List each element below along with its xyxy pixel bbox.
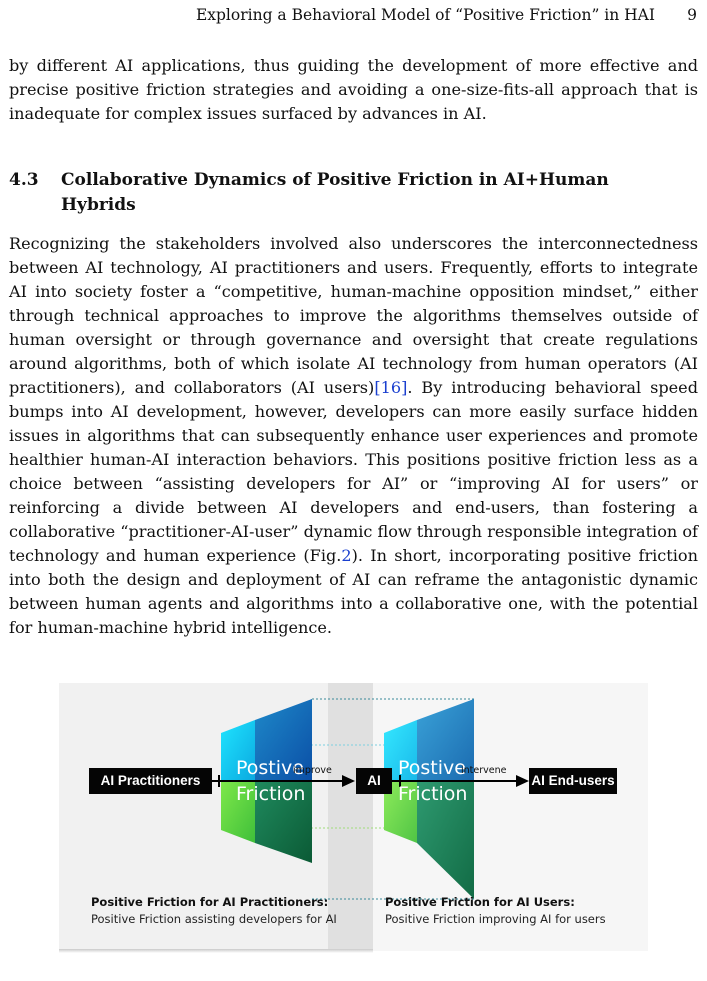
section-title: Collaborative Dynamics of Positive Friction in AI+Human Hybrids	[61, 170, 609, 215]
ai-box: AI	[356, 768, 392, 794]
positive-friction-left-line1: Postive	[236, 757, 304, 779]
paragraph-text-part3: ). In short, incorporating positive friction into both the design and deployment of AI can reframe the antagonistic dynamic between human agents and algorithms into a collaborative one, with the potential for human-machine hybrid intelligence.	[9, 546, 698, 637]
ai-end-users-box: AI End-users	[529, 768, 617, 794]
paragraph-text-part1: Recognizing the stakeholders involved also underscores the interconnectedness between AI technology, AI practitioners and users. Frequently, efforts to integrate AI into society foster a “competitive, human-machine opposition mindset,” either through technical approaches to improve the algorithms themselves outside of human oversight or through governance and oversight that create regulations around algorithms, both of which isolate AI technology from human operators (AI practitioners), and collaborators (AI users)	[9, 234, 698, 397]
left-caption-subtitle: Positive Friction assisting developers for AI	[91, 912, 337, 926]
ai-practitioners-box: AI Practitioners	[89, 768, 212, 794]
paragraph-text-part2: . By introducing behavioral speed bumps into AI development, however, developers can more easily surface hidden issues in algorithms that can subsequently enhance user experiences and promote healthier human-AI interaction behaviors. This positions positive friction less as a choice between “assisting developers for AI” or “improving AI for users” or reinforcing a divide between AI developers and end-users, than fostering a collaborative “practitioner-AI-user” dynamic flow through responsible integration of technology and human experience (Fig.	[9, 378, 699, 565]
right-caption-subtitle: Positive Friction improving AI for users	[385, 912, 606, 926]
left-caption-title: Positive Friction for AI Practitioners:	[91, 895, 329, 909]
right-caption-title: Positive Friction for AI Users:	[385, 895, 575, 909]
positive-friction-left-line2: Friction	[236, 783, 306, 805]
paragraph-continuation: by different AI applications, thus guiding the development of more effective and precise positive friction strategies and avoiding a one-size-fits-all approach that is inadequate for complex issues surfaced by advances in AI.	[9, 56, 698, 123]
figure-ref-link[interactable]: 2	[341, 546, 352, 565]
improve-label: improve	[293, 765, 332, 776]
running-title: Exploring a Behavioral Model of “Positive Friction” in HAI	[195, 6, 655, 24]
running-header	[0, 6, 707, 28]
positive-friction-right-line2: Friction	[398, 783, 468, 805]
intervene-label: intervene	[461, 765, 507, 776]
citation-link[interactable]: [16]	[374, 378, 408, 397]
page-number: 9	[687, 6, 697, 24]
figure-diagram-graphics	[59, 683, 648, 951]
section-number: 4.3	[9, 170, 39, 190]
figure-positive-friction-flow	[59, 683, 648, 951]
positive-friction-right-line1: Postive	[398, 757, 466, 779]
paragraph-body	[9, 232, 698, 640]
